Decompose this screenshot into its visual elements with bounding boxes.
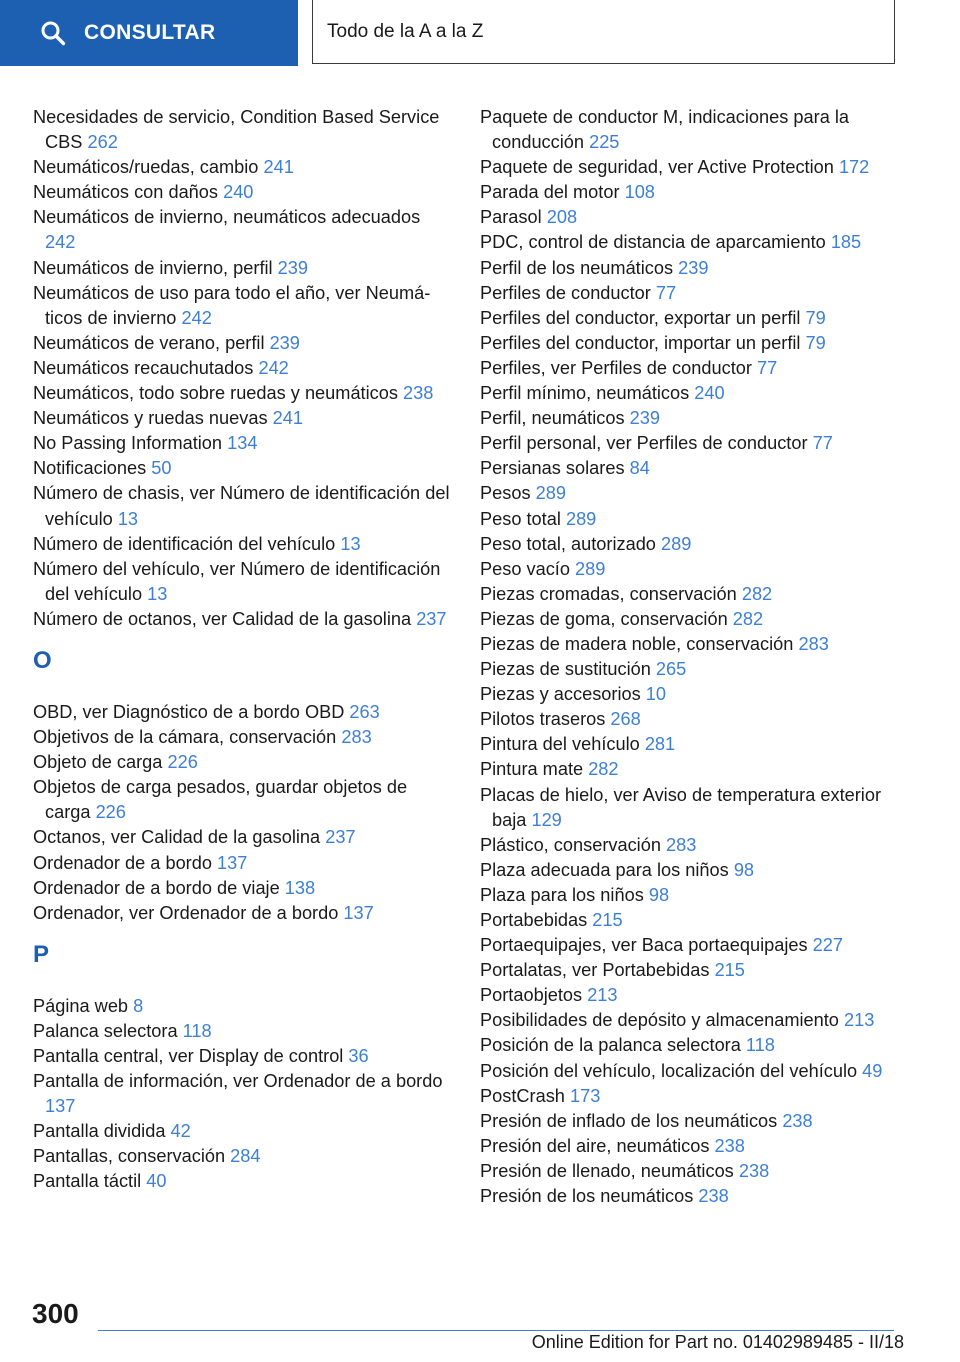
index-entry <box>480 582 920 607</box>
index-entry <box>33 180 453 205</box>
index-entry-text: Perfiles, ver Perfiles de conductor <box>480 357 752 378</box>
index-entry-text: Octanos, ver Calidad de la gasolina <box>33 827 321 848</box>
index-entry-text: Objetivos de la cámara, conservación <box>33 727 337 748</box>
index-entry-text: Perfil, neumáticos <box>480 408 625 429</box>
index-page-link[interactable]: 282 <box>741 583 773 604</box>
index-entry-text: Página web <box>33 995 129 1016</box>
index-entry <box>480 732 920 757</box>
index-entry <box>33 331 453 356</box>
index-entry-text: Pantalla central, ver Display de control <box>33 1046 344 1066</box>
index-page-link[interactable]: 108 <box>624 182 655 203</box>
index-entry <box>33 256 453 281</box>
index-entry-text: Piezas y accesorios <box>480 684 641 705</box>
index-page-link[interactable]: 239 <box>678 257 709 278</box>
index-page-link[interactable]: 289 <box>575 558 606 579</box>
index-entry-text: Parada del motor <box>480 182 620 203</box>
index-page-link[interactable]: 242 <box>258 357 289 378</box>
index-page-link[interactable]: 238 <box>738 1160 770 1181</box>
index-entry-text: Pesos <box>480 483 531 504</box>
index-page-link[interactable]: 237 <box>325 827 356 848</box>
index-page-link[interactable]: 40 <box>146 1171 167 1192</box>
index-entry-text: Ordenador de a bordo de viaje <box>33 877 280 898</box>
consultar-label: CONSULTAR <box>84 21 216 44</box>
index-entry-text: Neumáticos de verano, perfil <box>33 332 265 353</box>
index-entry-text: Peso vacío <box>480 558 570 579</box>
index-page-link[interactable]: 289 <box>535 483 566 504</box>
index-page-link[interactable]: 134 <box>227 433 258 454</box>
az-index-label: Todo de la A a la Z <box>327 20 484 42</box>
index-page-link[interactable]: 239 <box>269 332 300 353</box>
index-page-link[interactable]: 50 <box>151 458 172 479</box>
index-page-link[interactable]: 77 <box>655 282 677 303</box>
index-entry <box>33 700 453 725</box>
index-entry-text: Plaza para los niños <box>480 884 644 905</box>
footer-divider <box>98 1330 894 1331</box>
index-page-link[interactable]: 98 <box>733 859 755 880</box>
index-entry <box>480 205 920 230</box>
index-entry-text: Presión de llenado, neumáticos <box>480 1160 734 1181</box>
index-entry <box>33 105 453 155</box>
index-entry-text: Ordenador, ver Ordenador de a bordo <box>33 902 339 923</box>
index-entry <box>33 775 453 825</box>
index-page-link[interactable]: 240 <box>223 182 254 203</box>
index-entry-text: Neumáticos recauchutados <box>33 357 254 378</box>
index-entry-text: Piezas cromadas, conservación <box>480 583 737 604</box>
index-entry <box>480 657 920 682</box>
index-page-link[interactable]: 79 <box>805 332 826 353</box>
index-entry <box>480 958 920 983</box>
index-entry <box>480 682 920 707</box>
index-entry <box>480 306 920 331</box>
index-entry <box>480 532 920 557</box>
index-entry <box>480 757 920 782</box>
index-entry <box>480 858 920 883</box>
index-page-link[interactable]: 238 <box>403 383 434 404</box>
index-entry <box>33 750 453 775</box>
index-entry-text: Necesidades de servicio, Condition Based Service CBS <box>33 107 440 153</box>
index-entry-text: Perfiles del conductor, importar un perfil <box>480 332 801 353</box>
index-page-link[interactable]: 226 <box>95 802 126 823</box>
index-entry-text: Neumáticos, todo sobre ruedas y neumáticos <box>33 383 398 404</box>
index-page-link[interactable]: 215 <box>714 960 745 981</box>
index-entry-text: Placas de hielo, ver Aviso de temperatura exterior baja <box>480 784 882 830</box>
index-entry <box>33 1069 453 1119</box>
index-page-link[interactable]: 282 <box>732 608 764 629</box>
index-page-link[interactable]: 289 <box>565 508 597 529</box>
index-entry-text: Pintura mate <box>480 759 584 780</box>
index-entry <box>480 1109 920 1134</box>
index-entry <box>33 481 453 531</box>
index-entry <box>33 155 453 180</box>
index-entry <box>33 281 453 331</box>
index-page-link[interactable]: 283 <box>666 834 697 855</box>
index-page-link[interactable]: 129 <box>531 809 562 830</box>
index-entry-text: Piezas de sustitución <box>480 659 651 680</box>
index-entry <box>33 431 453 456</box>
index-entry-text: Peso total <box>480 508 561 529</box>
index-entry-text: Neumáticos de uso para todo el año, ver Neumáticos de invierno <box>33 282 431 328</box>
index-page-link[interactable]: 13 <box>147 583 168 604</box>
index-entry <box>33 456 453 481</box>
index-entry-text: Perfiles de conductor <box>480 282 651 303</box>
index-entry <box>33 876 453 901</box>
index-entry <box>33 406 453 431</box>
index-entry <box>480 908 920 933</box>
index-page-link[interactable]: 137 <box>343 902 374 923</box>
index-entry <box>33 851 453 876</box>
index-block-n <box>33 105 453 632</box>
index-entry <box>33 356 453 381</box>
header <box>0 0 960 66</box>
index-page-link[interactable]: 289 <box>661 533 692 554</box>
index-entry-text: Objetos de carga pesados, guardar objetos de carga <box>33 777 408 823</box>
index-page-link[interactable]: 213 <box>587 985 618 1006</box>
page-number: 300 <box>32 1298 79 1329</box>
index-entry-text: Neumáticos de invierno, perfil <box>33 257 273 278</box>
index-entry-text: Neumáticos de invierno, neumáticos adecuados <box>33 207 421 228</box>
index-page-link[interactable]: 118 <box>745 1035 775 1056</box>
index-entry <box>480 1059 920 1084</box>
index-block-o <box>33 700 453 926</box>
index-block-p-continued <box>480 105 920 1209</box>
index-page-link[interactable]: 281 <box>644 734 676 755</box>
index-page-link[interactable]: 242 <box>181 307 212 328</box>
index-entry-text: Objeto de carga <box>33 752 163 773</box>
index-column-right <box>480 105 920 1209</box>
index-entry <box>480 707 920 732</box>
index-entry-text: Plástico, conservación <box>480 834 661 855</box>
index-entry <box>480 105 920 155</box>
index-entry-text: Paquete de conductor M, indicaciones para la conducción <box>480 107 850 153</box>
index-entry-text: Portabebidas <box>480 910 588 930</box>
index-entry-text: Presión del aire, neumáticos <box>480 1135 710 1156</box>
index-page-link[interactable]: 240 <box>694 383 725 404</box>
index-block-p <box>33 994 453 1195</box>
index-column-left <box>33 105 453 1195</box>
index-entry <box>480 356 920 381</box>
index-entry-text: Notificaciones <box>33 458 147 479</box>
index-page-link[interactable]: 239 <box>277 257 309 278</box>
index-page-link[interactable]: 79 <box>805 307 826 328</box>
search-icon <box>40 20 66 46</box>
index-entry-text: Perfil mínimo, neumáticos <box>480 383 690 404</box>
az-index-tab[interactable] <box>312 0 895 64</box>
index-entry-text: Pantallas, conservación <box>33 1146 226 1167</box>
index-page-link[interactable]: 284 <box>230 1146 261 1167</box>
index-page-link[interactable]: 242 <box>45 232 76 253</box>
section-letter-o: O <box>33 646 52 674</box>
index-page-link[interactable]: 241 <box>272 408 303 429</box>
consultar-button[interactable] <box>0 0 298 66</box>
index-entry <box>480 607 920 632</box>
index-entry <box>480 983 920 1008</box>
index-entry-text: Número del vehículo, ver Número de identificación del vehículo <box>33 558 441 604</box>
index-page-link[interactable]: 227 <box>812 935 844 956</box>
index-page-link[interactable]: 49 <box>862 1060 883 1081</box>
index-entry <box>480 557 920 582</box>
index-page-link[interactable]: 283 <box>798 633 829 654</box>
edition-footer: Online Edition for Part no. 01402989485 - II/18 <box>531 1332 904 1352</box>
index-entry-text: Portaobjetos <box>480 985 583 1006</box>
index-entry <box>480 431 920 456</box>
index-page-link[interactable]: 84 <box>629 458 650 479</box>
index-entry-text: Portaequipajes, ver Baca portaequipajes <box>480 935 808 956</box>
index-page-link[interactable]: 237 <box>416 608 447 629</box>
index-entry <box>33 725 453 750</box>
index-page-link[interactable]: 42 <box>170 1121 191 1142</box>
index-entry-text: Ordenador de a bordo <box>33 852 212 873</box>
index-page-link[interactable]: 98 <box>648 884 670 905</box>
index-page-link[interactable]: 208 <box>546 207 578 228</box>
index-entry-text: Neumáticos con daños <box>33 182 219 203</box>
index-entry <box>480 1159 920 1184</box>
index-entry-text: Posición del vehículo, localización del vehículo <box>480 1060 858 1081</box>
index-entry-text: Perfil personal, ver Perfiles de conductor <box>480 433 808 454</box>
index-entry <box>33 994 453 1019</box>
index-page-link[interactable]: 238 <box>714 1135 745 1156</box>
index-entry <box>480 1134 920 1159</box>
index-page-link[interactable]: 173 <box>569 1085 601 1106</box>
index-entry-text: Persianas solares <box>480 458 625 479</box>
index-entry <box>480 1008 920 1033</box>
index-entry-text: Presión de los neumáticos <box>480 1186 694 1207</box>
index-page-link[interactable]: 172 <box>838 157 870 178</box>
index-entry-text: Palanca selectora <box>33 1020 178 1041</box>
index-entry-text: Perfil de los neumáticos <box>480 257 674 278</box>
index-entry <box>33 557 453 607</box>
index-page-link[interactable]: 282 <box>588 759 619 780</box>
index-entry-text: PostCrash <box>480 1085 565 1106</box>
index-entry-text: Pantalla de información, ver Ordenador de a bordo <box>33 1071 443 1092</box>
index-page-link[interactable]: 77 <box>757 357 778 378</box>
index-page-link[interactable]: 137 <box>45 1096 76 1117</box>
index-page-link[interactable]: 13 <box>340 533 361 554</box>
index-entry-text: Portalatas, ver Portabebidas <box>480 960 710 981</box>
index-entry <box>33 1169 453 1194</box>
index-entry-text: Parasol <box>480 207 542 228</box>
index-entry <box>480 230 920 255</box>
index-page-link[interactable]: 262 <box>87 132 118 153</box>
index-entry <box>480 1084 920 1109</box>
index-entry <box>480 281 920 306</box>
index-entry-text: Piezas de madera noble, conservación <box>480 633 794 654</box>
index-page-link[interactable]: 36 <box>348 1046 369 1066</box>
index-page-link[interactable]: 10 <box>645 684 667 705</box>
index-entry <box>480 507 920 532</box>
index-entry-text: Pantalla dividida <box>33 1121 166 1142</box>
index-entry-text: Perfiles del conductor, exportar un perfil <box>480 307 801 328</box>
index-page-link[interactable]: 283 <box>341 727 372 748</box>
index-entry <box>33 1019 453 1044</box>
index-entry <box>480 155 920 180</box>
index-page-link[interactable]: 239 <box>629 408 660 429</box>
index-entry-text: Número de identificación del vehículo <box>33 533 336 554</box>
index-page-link[interactable]: 241 <box>263 157 294 178</box>
index-entry <box>480 256 920 281</box>
index-entry <box>33 205 453 255</box>
index-entry-text: OBD, ver Diagnóstico de a bordo OBD <box>33 701 345 722</box>
index-entry-text: Neumáticos y ruedas nuevas <box>33 408 268 429</box>
index-entry-text: Número de chasis, ver Número de identificación del vehículo <box>33 483 450 529</box>
index-page-link[interactable]: 13 <box>117 508 139 529</box>
index-entry <box>480 381 920 406</box>
index-page-link[interactable]: 137 <box>217 852 248 873</box>
index-entry <box>480 1184 920 1209</box>
index-entry-text: Piezas de goma, conservación <box>480 608 728 629</box>
index-entry-text: Paquete de seguridad, ver Active Protection <box>480 157 834 178</box>
index-entry <box>480 456 920 481</box>
index-entry <box>480 933 920 958</box>
index-page-link[interactable]: 268 <box>610 709 641 730</box>
index-entry <box>33 825 453 850</box>
index-entry-text: PDC, control de distancia de aparcamiento <box>480 232 826 253</box>
index-entry-text: Neumáticos/ruedas, cambio <box>33 157 259 178</box>
index-entry <box>33 381 453 406</box>
index-entry <box>33 1144 453 1169</box>
index-entry-text: No Passing Information <box>33 433 223 454</box>
index-entry-text: Posibilidades de depósito y almacenamiento <box>480 1010 839 1031</box>
index-entry <box>480 180 920 205</box>
index-entry-text: Plaza adecuada para los niños <box>480 859 729 880</box>
index-page-link[interactable]: 8 <box>133 995 144 1016</box>
index-entry <box>480 883 920 908</box>
index-entry-text: Pintura del vehículo <box>480 734 640 755</box>
index-page-link[interactable]: 238 <box>698 1186 729 1207</box>
index-page-link[interactable]: 215 <box>592 910 623 930</box>
index-entry <box>33 1119 453 1144</box>
index-entry-text: Presión de inflado de los neumáticos <box>480 1110 778 1131</box>
index-page-link[interactable]: 226 <box>167 752 198 773</box>
index-entry <box>480 1033 920 1058</box>
index-entry <box>480 783 920 833</box>
index-entry-text: Pantalla táctil <box>33 1171 142 1192</box>
index-entry-text: Número de octanos, ver Calidad de la gasolina <box>33 608 412 629</box>
index-entry <box>480 406 920 431</box>
section-letter-p: P <box>33 940 50 968</box>
index-entry <box>480 833 920 858</box>
index-entry <box>480 331 920 356</box>
index-page-link[interactable]: 213 <box>843 1010 875 1031</box>
index-entry <box>480 481 920 506</box>
index-entry-text: Posición de la palanca selectora <box>480 1035 741 1056</box>
index-page-link[interactable]: 265 <box>655 659 687 680</box>
index-page-link[interactable]: 225 <box>589 132 620 153</box>
index-entry-text: Pilotos traseros <box>480 709 606 730</box>
index-entry <box>33 607 453 632</box>
index-entry-text: Peso total, autorizado <box>480 533 656 554</box>
index-page-link[interactable]: 77 <box>812 433 833 454</box>
index-page-link[interactable]: 185 <box>830 232 862 253</box>
index-page-link[interactable]: 138 <box>284 877 316 898</box>
index-page-link[interactable]: 263 <box>349 701 380 722</box>
index-page-link[interactable]: 118 <box>182 1020 212 1041</box>
index-entry <box>33 532 453 557</box>
index-page-link[interactable]: 238 <box>782 1110 813 1131</box>
index-entry <box>33 1044 453 1069</box>
index-entry <box>33 901 453 926</box>
index-entry <box>480 632 920 657</box>
